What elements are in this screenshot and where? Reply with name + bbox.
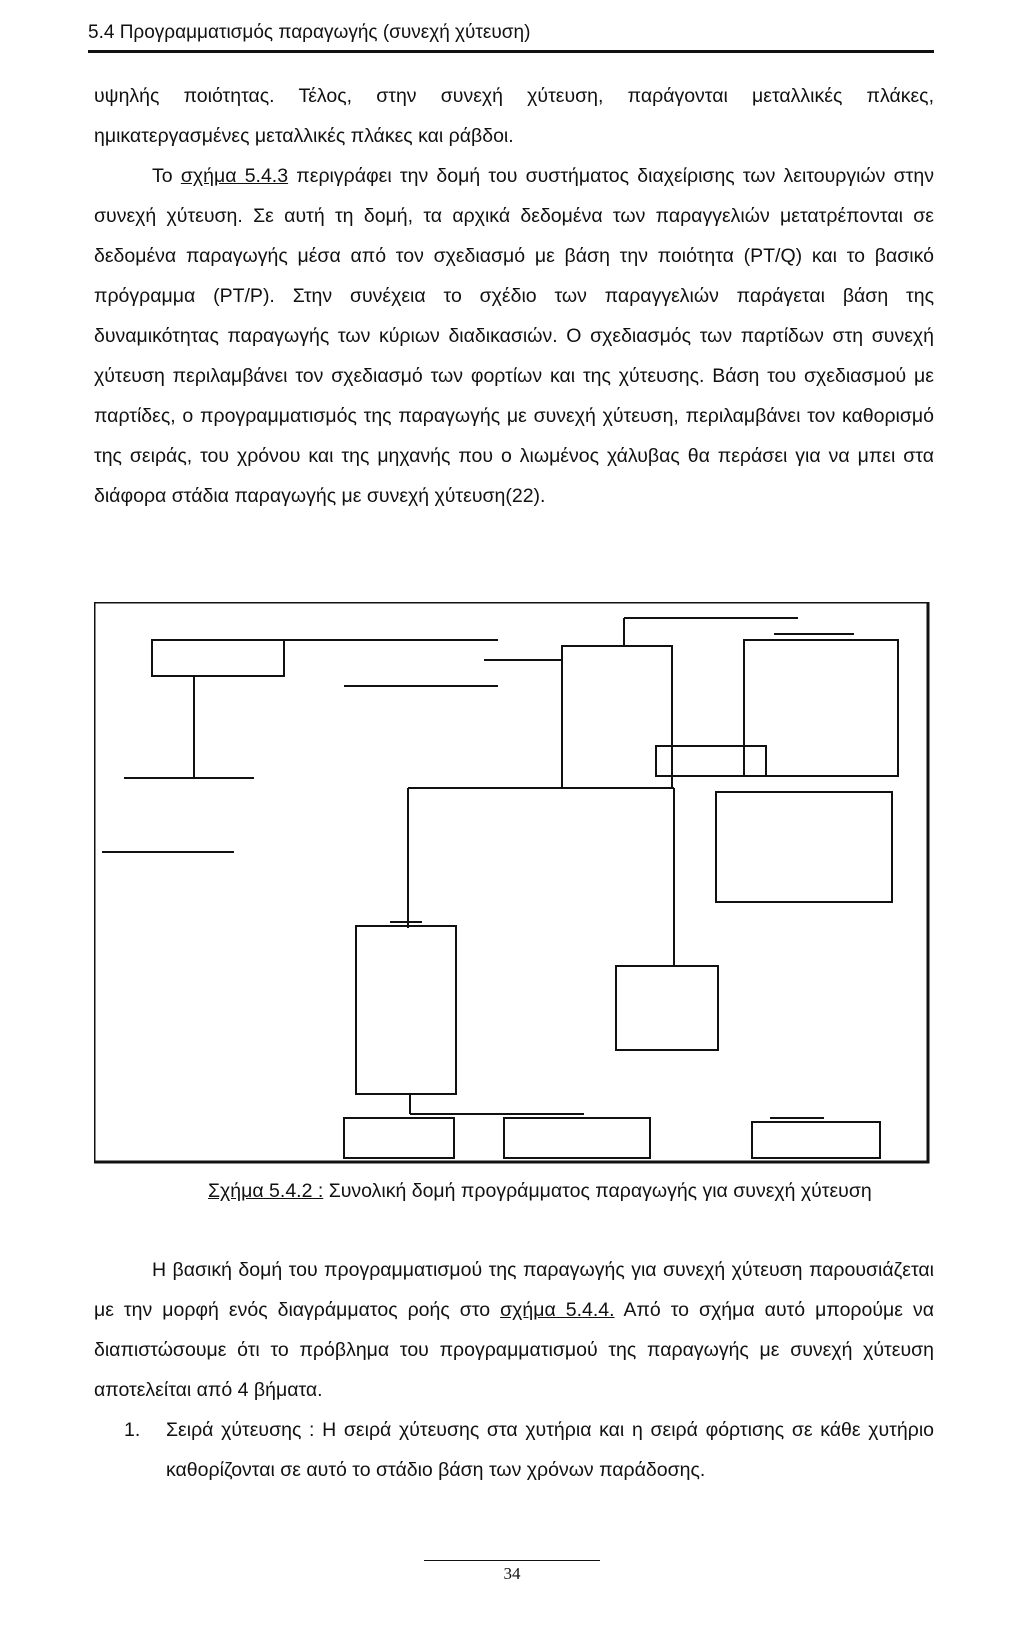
diagram-box-1 bbox=[152, 640, 284, 676]
header-rule bbox=[88, 50, 934, 53]
caption-label: Σχήμα 5.4.2 : bbox=[208, 1180, 324, 1202]
paragraph-3: Η βασική δομή του προγραμματισμού της παραγωγής για συνεχή χύτευση παρουσιάζεται με την μορφή ενός διαγράμματος ροής στο σχήμα 5.4.4. Από το σχήμα αυτό μπορούμε να διαπιστώσουμε ότι το πρόβλημα του προγραμματισμού της παραγωγής με συνεχή χύτευση αποτελείται από 4 βήματα. bbox=[94, 1259, 934, 1401]
flowchart-diagram bbox=[94, 602, 930, 1174]
body-section bbox=[94, 1250, 934, 1410]
caption-text: Συνολική δομή προγράμματος παραγωγής για συνεχή χύτευση bbox=[323, 1180, 872, 1202]
footer-rule bbox=[424, 1560, 600, 1561]
page-number: 34 bbox=[503, 1564, 521, 1583]
running-header: 5.4 Προγραμματισμός παραγωγής (συνεχή χύτευση) bbox=[88, 22, 531, 43]
figure-reference-link-2[interactable]: σχήμα 5.4.4. bbox=[500, 1299, 615, 1321]
figure-caption bbox=[208, 1180, 872, 1203]
intro-section bbox=[94, 76, 934, 516]
diagram-frame bbox=[94, 602, 928, 1162]
diagram-box-6 bbox=[356, 926, 456, 1094]
list-item-text: Σειρά χύτευσης : Η σειρά χύτευσης στα χυτήρια και η σειρά φόρτισης σε κάθε χυτήριο καθορίζονται σε αυτό το στάδιο βάση των χρόνων παράδοσης. bbox=[166, 1419, 934, 1481]
paragraph-1: υψηλής ποιότητας. Τέλος, στην συνεχή χύτευση, παράγονται μεταλλικές πλάκες, ημικατεργασμένες μεταλλικές πλάκες και ράβδοι. bbox=[94, 85, 934, 147]
diagram-box-7 bbox=[616, 966, 718, 1050]
figure-reference-link[interactable]: σχήμα 5.4.3 bbox=[180, 165, 289, 187]
list-item-number: 1. bbox=[124, 1419, 141, 1441]
diagram-box-5 bbox=[716, 792, 892, 902]
diagram-box-3 bbox=[744, 640, 898, 776]
diagram-box-8 bbox=[344, 1118, 454, 1158]
diagram-box-9 bbox=[504, 1118, 650, 1158]
paragraph-2: Το σχήμα 5.4.3 περιγράφει την δομή του συστήματος διαχείρισης των λειτουργιών στην συνεχή χύτευση. Σε αυτή τη δομή, τα αρχικά δεδομένα των παραγγελιών μετατρέπονται σε δεδομένα παραγωγής μέσα από τον σχεδιασμό με βάση την ποιότητα (PT/Q) και το βασικό πρόγραμμα (PT/P). Στην συνέχεια το σχέδιο των παραγγελιών παράγεται βάση της δυναμικότητας παραγωγής των κύριων διαδικασιών. Ο σχεδιασμός των παρτίδων στη συνεχή χύτευση περιλαμβάνει τον σχεδιασμό των φορτίων και της χύτευσης. Βάση του σχεδιασμού με παρτίδες, ο προγραμματισμός της παραγωγής με συνεχή χύτευση, περιλαμβάνει τον καθορισμό της σειράς, του χρόνου και της μηχανής που ο λιωμένος χάλυβας θα περάσει για να μπει στα διάφορα στάδια παραγωγής με συνεχή χύτευση(22). bbox=[94, 165, 934, 507]
diagram-box-10 bbox=[752, 1122, 880, 1158]
